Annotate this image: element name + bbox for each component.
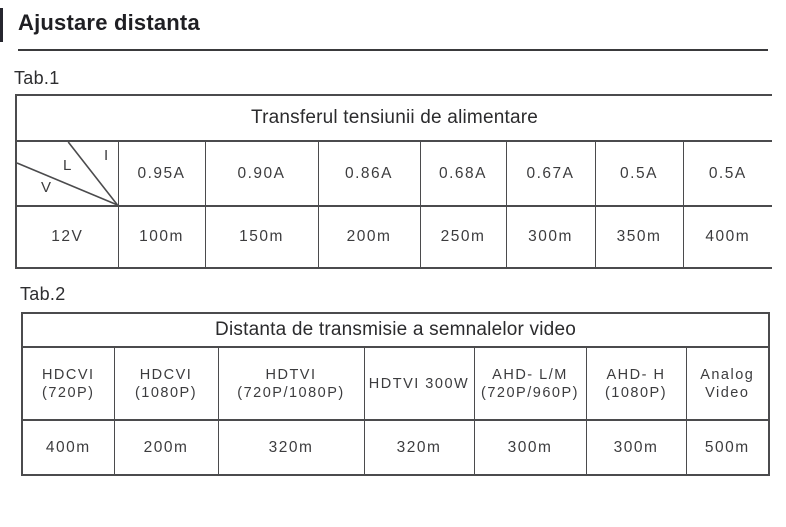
table-row	[16, 206, 772, 268]
current-cell: 0.86A	[318, 141, 420, 206]
header-line: Analog	[700, 366, 755, 383]
table-row	[16, 95, 772, 141]
distance-cell: 100m	[118, 206, 205, 268]
distance-cell: 400m	[22, 420, 114, 475]
signal-header-analog-video	[686, 347, 769, 420]
distance-cell: 300m	[474, 420, 586, 475]
distance-cell: 150m	[205, 206, 318, 268]
table2-caption: Tab.2	[20, 284, 66, 304]
current-cell: 0.5A	[683, 141, 772, 206]
table-row	[16, 141, 772, 206]
header-line: (720P/1080P)	[237, 384, 345, 401]
table1-caption: Tab.1	[14, 68, 60, 88]
video-transmission-table	[21, 312, 770, 476]
header-line: Video	[705, 384, 750, 401]
distance-cell: 300m	[586, 420, 686, 475]
current-cell: 0.5A	[595, 141, 683, 206]
current-cell: 0.68A	[420, 141, 506, 206]
header-line: (1080P)	[134, 384, 198, 401]
signal-header-hdtvi	[218, 347, 364, 420]
header-line: HDTVI 300W	[368, 375, 470, 392]
voltage-cell: 12V	[16, 206, 118, 268]
header-line: (720P)	[41, 384, 95, 401]
header-line: (1080P)	[604, 384, 668, 401]
signal-header-ahd-h	[586, 347, 686, 420]
table-row	[22, 347, 769, 420]
header-line: HDCVI	[139, 366, 193, 383]
signal-header-hdcvi-720p	[22, 347, 114, 420]
distance-cell: 400m	[683, 206, 772, 268]
left-edge-crop-artifact	[0, 8, 3, 42]
page-title: Ajustare distanta	[18, 10, 200, 35]
distance-cell: 500m	[686, 420, 769, 475]
current-cell: 0.67A	[506, 141, 595, 206]
signal-header-hdcvi-1080p	[114, 347, 218, 420]
header-line: HDCVI	[41, 366, 95, 383]
corner-label-length: L	[63, 157, 72, 174]
distance-cell: 320m	[364, 420, 474, 475]
header-line: (720P/960P)	[481, 384, 579, 401]
header-line: AHD- L/M	[492, 366, 568, 383]
corner-label-voltage: V	[41, 179, 52, 196]
table-row	[22, 420, 769, 475]
signal-header-hdtvi-300w	[364, 347, 474, 420]
heading-divider	[18, 49, 768, 51]
header-line: HDTVI	[265, 366, 317, 383]
corner-label-current: I	[104, 147, 109, 164]
table-row	[22, 313, 769, 347]
current-cell: 0.90A	[205, 141, 318, 206]
distance-cell: 200m	[318, 206, 420, 268]
current-cell: 0.95A	[118, 141, 205, 206]
distance-cell: 250m	[420, 206, 506, 268]
distance-cell: 350m	[595, 206, 683, 268]
distance-cell: 300m	[506, 206, 595, 268]
header-line: AHD- H	[606, 366, 666, 383]
corner-diagonal-cell	[16, 141, 118, 206]
distance-cell: 320m	[218, 420, 364, 475]
power-transfer-table	[15, 94, 772, 269]
distance-cell: 200m	[114, 420, 218, 475]
table1-title: Transferul tensiunii de alimentare	[16, 95, 772, 141]
table2-title: Distanta de transmisie a semnalelor video	[22, 313, 769, 347]
signal-header-ahd-lm	[474, 347, 586, 420]
